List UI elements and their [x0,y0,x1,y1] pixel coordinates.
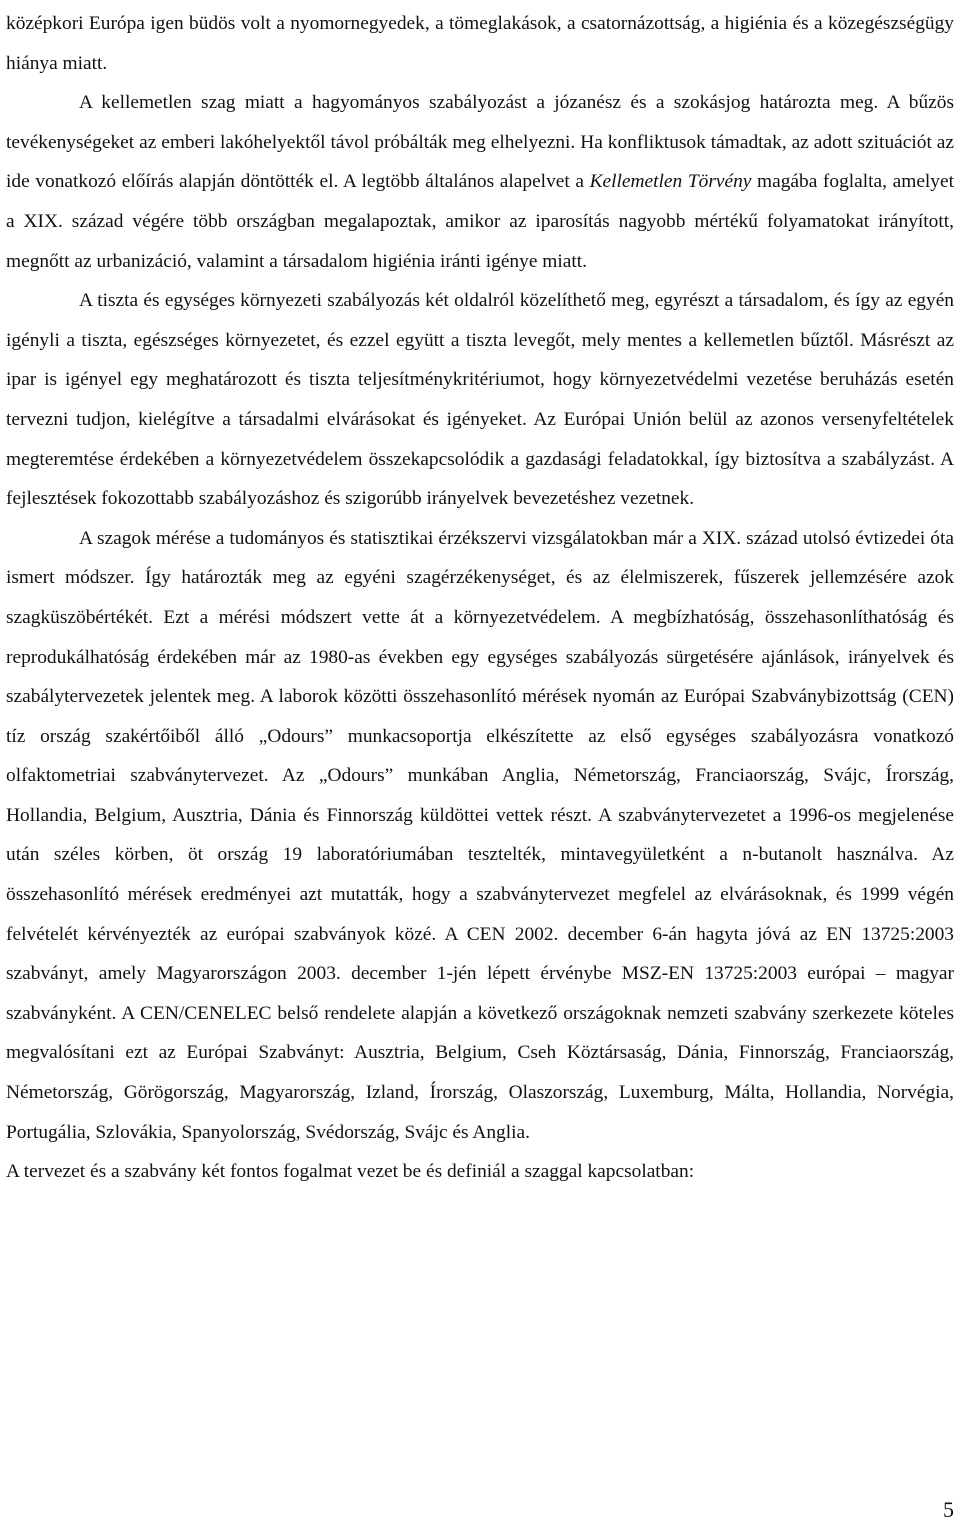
paragraph-3 [6,281,954,519]
paragraph-2 [6,83,954,281]
paragraph-1 [6,4,954,83]
paragraph-2-text-b: magába foglalta, amelyet a XIX. század végére több országban megalapoztak, amikor az iparosítás nagyobb mértékű folyamatokat irányított, megnőtt az urbanizáció, valamint a társadalom higiénia iránti igénye miatt. [6,171,954,272]
paragraph-5 [6,1152,954,1192]
page-number: 5 [943,1497,954,1522]
paragraph-4-text: A szagok mérése a tudományos és statisztikai érzékszervi vizsgálatokban már a XIX. század utolsó évtizedei óta ismert módszer. Így határozták meg az egyéni szagérzékenységet, és az élelmiszerek, fűszerek jellemzésére azok szagküszöbértékét. Ezt a mérési módszert vette át a környezetvédelem. A megbízhatóság, összehasonlíthatóság és reprodukálhatóság érdekében már az 1980-as években egy egységes szabályozás sürgetésére ajánlások, irányelvek és szabálytervezetek jelentek meg. A laborok közötti összehasonlító mérések nyomán az Európai Szabványbizottság (CEN) tíz ország szakértőiből álló „Odours” munkacsoportja elkészítette az első egységes szabályozásra vonatkozó olfaktometriai szabványtervezet. Az „Odours” munkában Anglia, Németország, Franciaország, Svájc, Írország, Hollandia, Belgium, Ausztria, Dánia és Finnország küldöttei vettek részt. A szabványtervezetet a 1996-os megjelenése után széles körben, öt ország 19 laboratóriumában tesztelték, mintavegyületként a n-butanolt használva. Az összehasonlító mérések eredményei azt mutatták, hogy a szabványtervezet megfelel az elvárásoknak, és 1999 végén felvételét kérvényezték az európai szabványok közé. A CEN 2002. december 6-án hagyta jóvá az EN 13725:2003 szabványt, amely Magyarországon 2003. december 1-jén lépett érvénybe MSZ-EN 13725:2003 európai – magyar szabványként. A CEN/CENELEC belső rendelete alapján a következő országoknak nemzeti szabvány szerkezete köteles megvalósítani ezt az Európai Szabványt: Ausztria, Belgium, Cseh Köztársaság, Dánia, Finnország, Franciaország, Németország, Görögország, Magyarország, Izland, Írország, Olaszország, Luxemburg, Málta, Hollandia, Norvégia, Portugália, Szlovákia, Spanyolország, Svédország, Svájc és Anglia. [6,527,954,1143]
document-page [6,4,954,1192]
paragraph-3-text: A tiszta és egységes környezeti szabályozás két oldalról közelíthető meg, egyrészt a társadalom, és így az egyén igényli a tiszta, egészséges környezetet, és ezzel együtt a tiszta levegőt, mely mentes a kellemetlen bűztől. Másrészt az ipar is igényel egy meghatározott és tiszta teljesítménykritériumot, hogy környezetvédelmi vezetése beruházás esetén tervezni tudjon, kielégítve a társadalmi elvárásokat és igényeket. Az Európai Unión belül az azonos versenyfeltételek megteremtése érdekében a környezetvédelem összekapcsolódik a gazdasági feladatokkal, így biztosítva a szabályzást. A fejlesztések fokozottabb szabályozáshoz és szigorúbb irányelvek bevezetéshez vezetnek. [6,290,954,510]
paragraph-5-text: A tervezet és a szabvány két fontos fogalmat vezet be és definiál a szaggal kapcsolatban: [6,1161,695,1183]
paragraph-2-italic-title: Kellemetlen Törvény [589,171,752,193]
paragraph-2-text-a: A kellemetlen szag miatt a hagyományos szabályozást a józanész és a szokásjog határozta meg. A bűzös tevékenységeket az emberi lakóhelyektől távol próbálták meg elhelyezni. Ha konfliktusok támadtak, az adott szituációt az ide vonatkozó előírás alapján döntötték el. A legtöbb általános alapelvet a [6,92,954,193]
paragraph-4 [6,519,954,1153]
paragraph-1-text: középkori Európa igen büdös volt a nyomornegyedek, a tömeglakások, a csatornázottság, a higiénia és a közegészségügy hiánya miatt. [6,13,954,74]
